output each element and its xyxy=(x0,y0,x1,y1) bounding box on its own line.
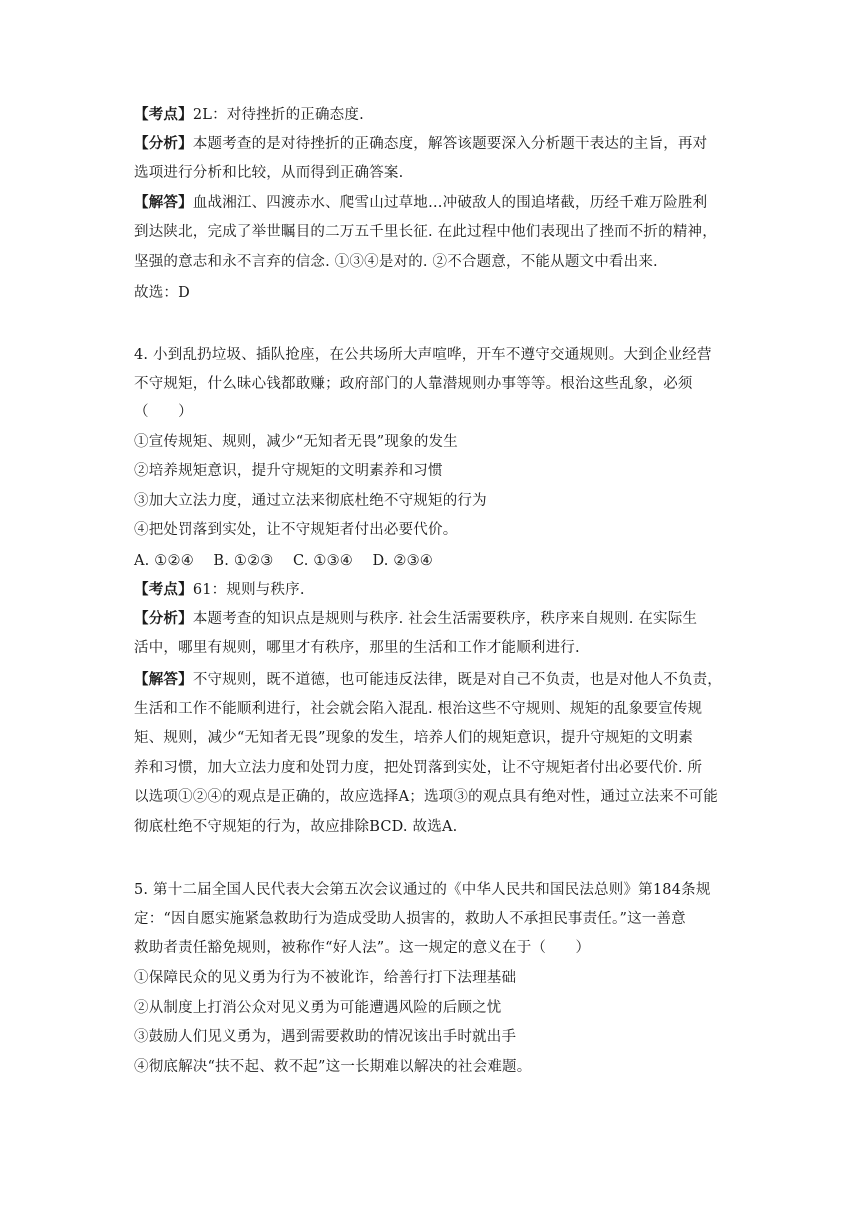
q5-stem-line2: 定：“因自愿实施紧急救助行为造成受助人损害的，救助人不承担民事责任。”这一善意 xyxy=(134,911,686,927)
fenxi-tag: 【分析】 xyxy=(134,135,193,152)
fenxi-text: 本题考查的知识点是规则与秩序. 社会生活需要秩序，秩序来自规则. 在实际生 xyxy=(192,611,698,627)
q4-stem-line3: （ ） xyxy=(134,404,193,420)
q4-kaodian xyxy=(134,580,734,600)
q4-fenxi xyxy=(134,609,734,629)
q4-option-4: ④把处罚落到实处，让不守规矩者付出必要代价。 xyxy=(134,522,458,538)
block1-answer: 故选：D xyxy=(134,285,190,301)
q4-jieda xyxy=(134,670,734,690)
q4-stem-line1: 4. 小到乱扔垃圾、插队抢座，在公共场所大声喧哗，开车不遵守交通规则。大到企业经营 xyxy=(134,347,712,363)
block1-fenxi-line2: 选项进行分析和比较，从而得到正确答案. xyxy=(134,165,404,181)
q4-option-2: ②培养规矩意识，提升守规矩的文明素养和习惯 xyxy=(134,463,443,479)
block1-kaodian xyxy=(134,105,734,125)
fenxi-text: 本题考查的是对待挫折的正确态度，解答该题要深入分析题干表达的主旨，再对 xyxy=(192,136,708,152)
jieda-tag: 【解答】 xyxy=(134,671,193,688)
block1-fenxi xyxy=(134,134,734,154)
q4-stem-line2: 不守规矩，什么昧心钱都敢赚；政府部门的人靠潜规则办事等等。根治这些乱象，必须 xyxy=(134,376,693,392)
q4-choices: A. ①②④ B. ①②③ C. ①③④ D. ②③④ xyxy=(134,553,434,569)
q5-stem-line3: 救助者责任豁免规则，被称作“好人法”。这一规定的意义在于（ ） xyxy=(134,940,591,956)
q4-jieda-line6: 彻底杜绝不守规矩的行为，故应排除BCD. 故选A. xyxy=(134,819,458,835)
q5-option-1: ①保障民众的见义勇为行为不被讹诈，给善行打下法理基础 xyxy=(134,970,517,986)
q5-option-4: ④彻底解决“扶不起、救不起”这一长期难以解决的社会难题。 xyxy=(134,1059,532,1075)
block1-jieda-line3: 坚强的意志和永不言弃的信念. ①③④是对的. ②不合题意，不能从题文中看出来. xyxy=(134,254,658,270)
kaodian-text: 61：规则与秩序. xyxy=(192,582,305,598)
q4-fenxi-line2: 活中，哪里有规则，哪里才有秩序，那里的生活和工作才能顺利进行. xyxy=(134,640,580,656)
kaodian-tag: 【考点】 xyxy=(134,581,193,598)
jieda-text: 不守规则，既不道德，也可能违反法律，既是对自己不负责，也是对他人不负责， xyxy=(192,672,723,688)
kaodian-tag: 【考点】 xyxy=(134,106,193,123)
q4-jieda-line4: 养和习惯，加大立法力度和处罚力度，把处罚落到实处，让不守规矩者付出必要代价. 所 xyxy=(134,760,703,776)
q4-option-1: ①宣传规矩、规则，减少“无知者无畏”现象的发生 xyxy=(134,434,458,450)
block1-jieda xyxy=(134,193,734,213)
q5-stem-line1: 5. 第十二届全国人民代表大会第五次会议通过的《中华人民共和国民法总则》第184条规 xyxy=(134,882,711,898)
q4-jieda-line2: 生活和工作不能顺利进行，社会就会陷入混乱. 根治这些不守规则、规矩的乱象要宣传规 xyxy=(134,701,703,717)
q5-option-2: ②从制度上打消公众对见义勇为可能遭遇风险的后顾之忧 xyxy=(134,1000,502,1016)
q5-option-3: ③鼓励人们见义勇为，遇到需要救助的情况该出手时就出手 xyxy=(134,1029,517,1045)
fenxi-tag: 【分析】 xyxy=(134,610,193,627)
q4-jieda-line3: 矩、规则，减少“无知者无畏”现象的发生，培养人们的规矩意识，提升守规矩的文明素 xyxy=(134,730,694,746)
jieda-tag: 【解答】 xyxy=(134,194,193,211)
q4-jieda-line5: 以选项①②④的观点是正确的，故应选择A；选项③的观点具有绝对性，通过立法来不可能 xyxy=(134,789,718,805)
jieda-text: 血战湘江、四渡赤水、爬雪山过草地…冲破敌人的围追堵截，历经千难万险胜利 xyxy=(192,195,708,211)
q4-option-3: ③加大立法力度，通过立法来彻底杜绝不守规矩的行为 xyxy=(134,493,487,509)
kaodian-text: 2L：对待挫折的正确态度. xyxy=(192,107,364,123)
block1-jieda-line2: 到达陕北，完成了举世瞩目的二万五千里长征. 在此过程中他们表现出了挫而不折的精神， xyxy=(134,224,717,240)
